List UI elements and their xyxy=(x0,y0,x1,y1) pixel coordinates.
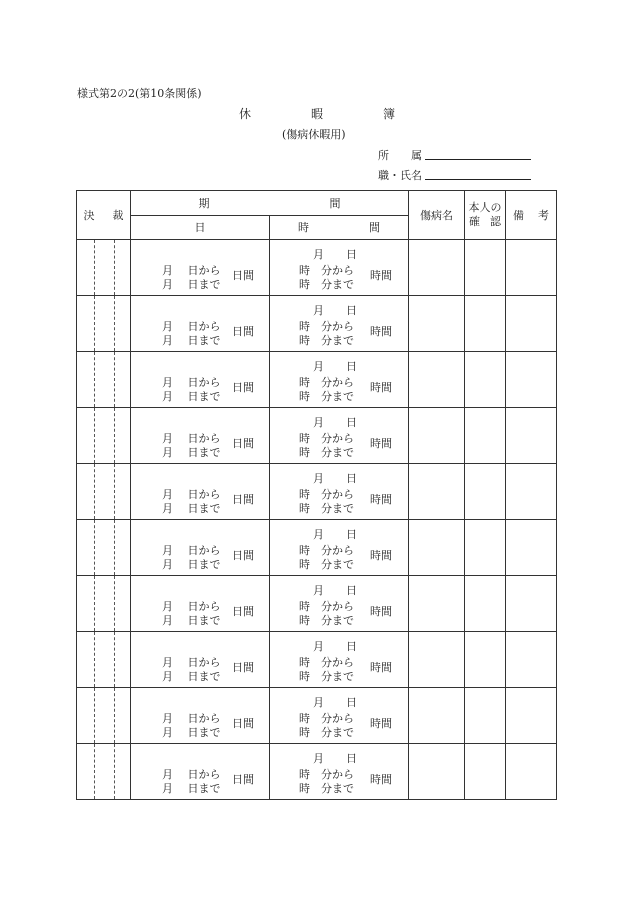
table-row xyxy=(77,408,557,464)
day-unit: 日間 xyxy=(232,325,254,338)
dashed-divider xyxy=(94,408,95,463)
time-to: 時 分まで xyxy=(299,782,354,795)
time-date: 月 日 xyxy=(313,696,357,709)
time-unit: 時間 xyxy=(370,605,392,618)
day-unit: 日間 xyxy=(232,549,254,562)
illness-cell[interactable] xyxy=(409,352,465,408)
day-to: 月 日まで xyxy=(162,390,221,403)
approval-cell[interactable] xyxy=(77,688,131,744)
dashed-divider xyxy=(94,464,95,519)
day-to: 月 日まで xyxy=(162,334,221,347)
remarks-cell[interactable] xyxy=(506,688,557,744)
table-row xyxy=(77,352,557,408)
confirm-cell[interactable] xyxy=(465,632,506,688)
approval-cell[interactable] xyxy=(77,240,131,296)
remarks-cell[interactable] xyxy=(506,408,557,464)
day-unit: 日間 xyxy=(232,605,254,618)
approval-cell[interactable] xyxy=(77,296,131,352)
illness-cell[interactable] xyxy=(409,296,465,352)
time-date: 月 日 xyxy=(313,304,357,317)
hours-cell[interactable] xyxy=(270,744,409,800)
dashed-divider xyxy=(114,688,115,743)
confirm-cell[interactable] xyxy=(465,464,506,520)
days-header: 日 xyxy=(131,215,270,240)
time-unit: 時間 xyxy=(370,717,392,730)
time-to: 時 分まで xyxy=(299,614,354,627)
day-unit: 日間 xyxy=(232,661,254,674)
hours-cell[interactable] xyxy=(270,296,409,352)
period-header xyxy=(131,191,409,216)
illness-header: 傷病名 xyxy=(409,191,465,240)
remarks-cell[interactable] xyxy=(506,464,557,520)
confirm-cell[interactable] xyxy=(465,744,506,800)
remarks-header xyxy=(506,191,557,240)
approval-header-char-1: 決 xyxy=(83,209,95,222)
time-from: 時 分から xyxy=(299,320,354,333)
hours-cell[interactable] xyxy=(270,408,409,464)
remarks-cell[interactable] xyxy=(506,744,557,800)
name-label: 職・氏名 xyxy=(378,169,422,182)
day-to: 月 日まで xyxy=(162,726,221,739)
dashed-divider xyxy=(94,352,95,407)
leave-record-table xyxy=(76,190,557,800)
time-date: 月 日 xyxy=(313,360,357,373)
time-from: 時 分から xyxy=(299,488,354,501)
affiliation-label xyxy=(378,147,422,163)
day-from: 月 日から xyxy=(162,768,221,781)
remarks-cell[interactable] xyxy=(506,296,557,352)
time-to: 時 分まで xyxy=(299,390,354,403)
time-from: 時 分から xyxy=(299,600,354,613)
hours-cell[interactable] xyxy=(270,688,409,744)
affiliation-label-char-2: 属 xyxy=(411,149,422,162)
dashed-divider xyxy=(94,296,95,351)
day-from: 月 日から xyxy=(162,376,221,389)
dashed-divider xyxy=(94,632,95,687)
dashed-divider xyxy=(114,352,115,407)
confirm-cell[interactable] xyxy=(465,576,506,632)
time-unit: 時間 xyxy=(370,269,392,282)
title-char-3: 簿 xyxy=(383,107,396,121)
approval-header xyxy=(77,191,131,240)
illness-cell[interactable] xyxy=(409,240,465,296)
title-char-2: 暇 xyxy=(311,107,324,121)
time-date: 月 日 xyxy=(313,248,357,261)
dashed-divider xyxy=(114,240,115,295)
days-cell[interactable] xyxy=(131,408,270,464)
remarks-cell[interactable] xyxy=(506,520,557,576)
approval-cell[interactable] xyxy=(77,520,131,576)
confirm-header-line1: 本人の xyxy=(468,201,502,214)
time-date: 月 日 xyxy=(313,472,357,485)
dashed-divider xyxy=(114,408,115,463)
table-row xyxy=(77,688,557,744)
affiliation-field[interactable] xyxy=(425,159,531,160)
day-from: 月 日から xyxy=(162,544,221,557)
day-from: 月 日から xyxy=(162,712,221,725)
day-to: 月 日まで xyxy=(162,558,221,571)
illness-cell[interactable] xyxy=(409,576,465,632)
days-cell[interactable] xyxy=(131,576,270,632)
confirm-cell[interactable] xyxy=(465,408,506,464)
day-from: 月 日から xyxy=(162,320,221,333)
days-cell[interactable] xyxy=(131,296,270,352)
illness-cell[interactable] xyxy=(409,520,465,576)
approval-cell[interactable] xyxy=(77,744,131,800)
remarks-cell[interactable] xyxy=(506,632,557,688)
illness-cell[interactable] xyxy=(409,688,465,744)
confirm-header-line2 xyxy=(465,215,505,229)
approval-header-char-2: 裁 xyxy=(112,209,124,222)
confirm-header-char-1: 確 xyxy=(469,215,480,228)
hours-cell[interactable] xyxy=(270,520,409,576)
hours-header xyxy=(270,215,409,240)
day-unit: 日間 xyxy=(232,437,254,450)
period-header-char-1: 期 xyxy=(198,196,210,210)
days-cell[interactable] xyxy=(131,464,270,520)
time-from: 時 分から xyxy=(299,768,354,781)
time-date: 月 日 xyxy=(313,416,357,429)
time-to: 時 分まで xyxy=(299,726,354,739)
illness-cell[interactable] xyxy=(409,464,465,520)
dashed-divider xyxy=(114,576,115,631)
time-to: 時 分まで xyxy=(299,558,354,571)
confirm-cell[interactable] xyxy=(465,240,506,296)
hours-header-char-1: 時 xyxy=(298,221,309,235)
time-from: 時 分から xyxy=(299,432,354,445)
approval-cell[interactable] xyxy=(77,632,131,688)
illness-cell[interactable] xyxy=(409,408,465,464)
remarks-cell[interactable] xyxy=(506,576,557,632)
time-unit: 時間 xyxy=(370,437,392,450)
name-field[interactable] xyxy=(425,179,531,180)
hours-cell[interactable] xyxy=(270,464,409,520)
time-unit: 時間 xyxy=(370,381,392,394)
time-to: 時 分まで xyxy=(299,278,354,291)
time-date: 月 日 xyxy=(313,584,357,597)
remarks-header-char-1: 備 xyxy=(513,209,524,222)
hours-cell[interactable] xyxy=(270,576,409,632)
confirm-cell[interactable] xyxy=(465,296,506,352)
day-from: 月 日から xyxy=(162,432,221,445)
day-from: 月 日から xyxy=(162,656,221,669)
approval-cell[interactable] xyxy=(77,464,131,520)
day-unit: 日間 xyxy=(232,717,254,730)
time-to: 時 分まで xyxy=(299,670,354,683)
day-from: 月 日から xyxy=(162,264,221,277)
confirm-cell[interactable] xyxy=(465,520,506,576)
remarks-cell[interactable] xyxy=(506,352,557,408)
days-cell[interactable] xyxy=(131,240,270,296)
table-row xyxy=(77,632,557,688)
confirm-header-char-2: 認 xyxy=(490,215,501,228)
days-cell[interactable] xyxy=(131,520,270,576)
table-row xyxy=(77,240,557,296)
table-row xyxy=(77,520,557,576)
time-unit: 時間 xyxy=(370,325,392,338)
day-unit: 日間 xyxy=(232,269,254,282)
time-from: 時 分から xyxy=(299,544,354,557)
table-row xyxy=(77,576,557,632)
time-unit: 時間 xyxy=(370,549,392,562)
time-from: 時 分から xyxy=(299,264,354,277)
form-number: 様式第2の2(第10条関係) xyxy=(77,87,202,100)
remarks-header-char-2: 考 xyxy=(538,209,549,222)
time-from: 時 分から xyxy=(299,656,354,669)
illness-cell[interactable] xyxy=(409,632,465,688)
subtitle: (傷病休暇用) xyxy=(282,128,346,141)
day-to: 月 日まで xyxy=(162,670,221,683)
time-unit: 時間 xyxy=(370,493,392,506)
time-unit: 時間 xyxy=(370,773,392,786)
time-to: 時 分まで xyxy=(299,502,354,515)
time-from: 時 分から xyxy=(299,712,354,725)
title-char-1: 休 xyxy=(239,107,252,121)
dashed-divider xyxy=(114,520,115,575)
dashed-divider xyxy=(114,296,115,351)
time-date: 月 日 xyxy=(313,528,357,541)
hours-cell[interactable] xyxy=(270,240,409,296)
day-to: 月 日まで xyxy=(162,782,221,795)
time-to: 時 分まで xyxy=(299,334,354,347)
table-row xyxy=(77,464,557,520)
confirm-cell[interactable] xyxy=(465,352,506,408)
days-cell[interactable] xyxy=(131,744,270,800)
day-from: 月 日から xyxy=(162,488,221,501)
day-to: 月 日まで xyxy=(162,614,221,627)
time-date: 月 日 xyxy=(313,752,357,765)
remarks-cell[interactable] xyxy=(506,240,557,296)
dashed-divider xyxy=(114,464,115,519)
day-to: 月 日まで xyxy=(162,446,221,459)
dashed-divider xyxy=(114,632,115,687)
day-to: 月 日まで xyxy=(162,502,221,515)
confirm-cell[interactable] xyxy=(465,688,506,744)
time-to: 時 分まで xyxy=(299,446,354,459)
approval-cell[interactable] xyxy=(77,352,131,408)
period-header-char-2: 間 xyxy=(329,196,341,210)
approval-cell[interactable] xyxy=(77,576,131,632)
approval-cell[interactable] xyxy=(77,408,131,464)
dashed-divider xyxy=(94,520,95,575)
day-unit: 日間 xyxy=(232,773,254,786)
days-cell[interactable] xyxy=(131,688,270,744)
hours-cell[interactable] xyxy=(270,352,409,408)
dashed-divider xyxy=(94,576,95,631)
time-unit: 時間 xyxy=(370,661,392,674)
days-cell[interactable] xyxy=(131,352,270,408)
illness-cell[interactable] xyxy=(409,744,465,800)
hours-cell[interactable] xyxy=(270,632,409,688)
day-unit: 日間 xyxy=(232,381,254,394)
table-row xyxy=(77,744,557,800)
confirm-header xyxy=(465,191,506,240)
day-unit: 日間 xyxy=(232,493,254,506)
day-to: 月 日まで xyxy=(162,278,221,291)
time-date: 月 日 xyxy=(313,640,357,653)
dashed-divider xyxy=(94,240,95,295)
affiliation-label-char-1: 所 xyxy=(378,149,389,162)
dashed-divider xyxy=(94,688,95,743)
day-from: 月 日から xyxy=(162,600,221,613)
table-row xyxy=(77,296,557,352)
time-from: 時 分から xyxy=(299,376,354,389)
hours-header-char-2: 間 xyxy=(369,221,380,235)
days-cell[interactable] xyxy=(131,632,270,688)
dashed-divider xyxy=(114,744,115,799)
dashed-divider xyxy=(94,744,95,799)
